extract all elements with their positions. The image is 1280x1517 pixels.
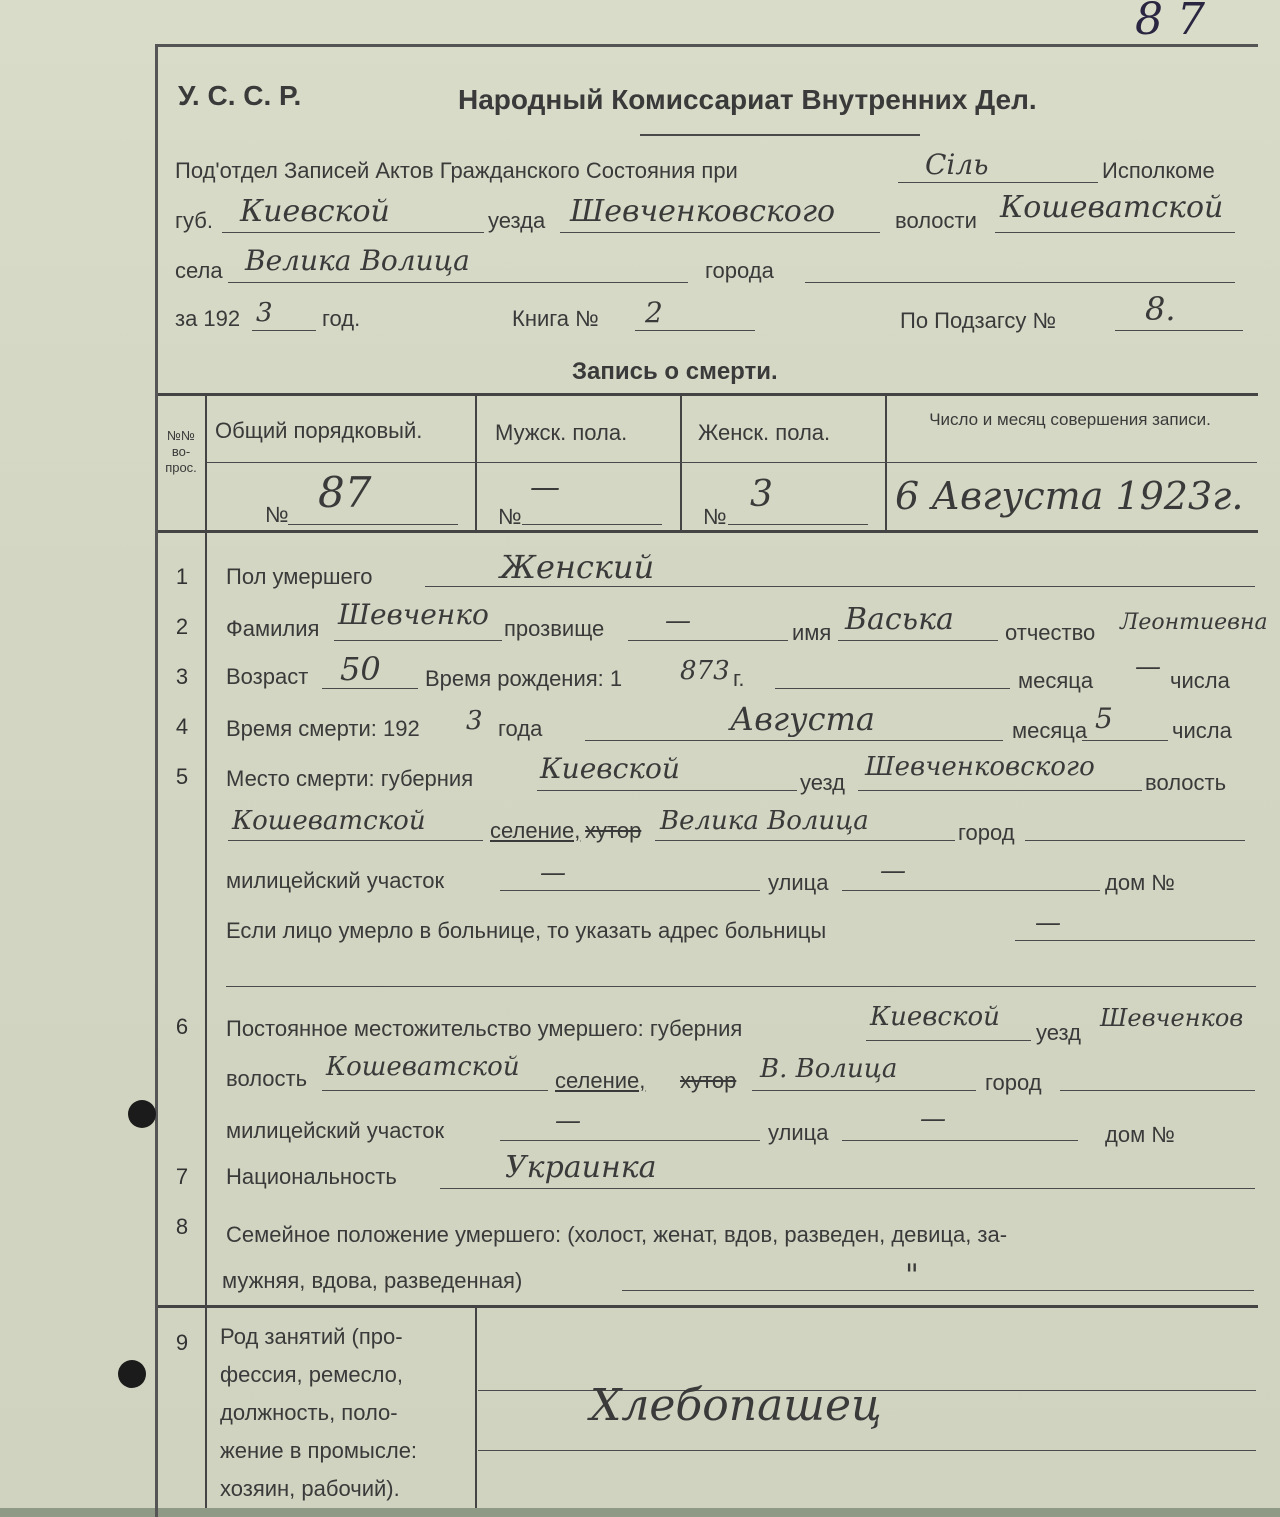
residence-khutor-label: хутор xyxy=(680,1068,737,1093)
death-place-khutor-label: хутор xyxy=(585,818,642,843)
year-prefix: за 192 xyxy=(175,306,241,331)
col-question-header: №№ во-прос. xyxy=(165,428,197,475)
death-place-volost-label: волость xyxy=(1145,770,1227,795)
record-title: Запись о смерти. xyxy=(572,358,778,385)
volost-value: Кошеватской xyxy=(1000,190,1224,225)
death-month-value: Августа xyxy=(730,700,875,738)
republic-label: У. С. С. Р. xyxy=(178,80,302,111)
residence-militia-value: — xyxy=(555,1106,581,1136)
marital-value: " xyxy=(905,1258,919,1293)
surname-value: Шевченко xyxy=(338,598,489,631)
death-place-gorod-label: город xyxy=(958,820,1015,845)
general-number-value: 87 xyxy=(318,468,372,517)
death-place-street-value: — xyxy=(880,856,906,886)
nickname-value: — xyxy=(665,606,691,636)
question-column-divider xyxy=(205,395,207,1508)
patronymic-value: Леонтиевна xyxy=(1120,610,1268,635)
death-place-selenie-value: Велика Волица xyxy=(660,806,869,836)
col-date-header: Число и месяц совершения записи. xyxy=(929,410,1211,429)
header-divider xyxy=(640,134,920,136)
birth-month-value: — xyxy=(1135,652,1161,682)
death-place-militia-label: милицейский участок xyxy=(226,868,445,893)
residence-selenie-label: селение, xyxy=(555,1068,646,1093)
sex-label: Пол умершего xyxy=(226,564,373,589)
selo-value: Велика Волица xyxy=(245,244,470,277)
council-value: Сіль xyxy=(925,148,989,181)
death-place-volost-value: Кошеватской xyxy=(232,806,426,836)
col-male-header: Мужск. пола. xyxy=(495,420,628,445)
q5-number: 5 xyxy=(175,764,189,789)
male-number-value: — xyxy=(530,470,560,505)
subdept-label: Под'отдел Записей Актов Гражданского Состояния при xyxy=(175,158,738,183)
occupation-label-line: должность, поло- xyxy=(220,1400,398,1425)
col-general-header: Общий порядковый. xyxy=(215,418,423,443)
q4-number: 4 xyxy=(175,714,189,739)
residence-gub-value: Киевской xyxy=(870,1002,1000,1032)
q8-number: 8 xyxy=(175,1214,189,1239)
kniga-label: Книга № xyxy=(512,306,599,331)
residence-house-label: дом № xyxy=(1105,1122,1175,1147)
death-place-uezd-value: Шевченковского xyxy=(865,752,1095,782)
death-day-value: 5 xyxy=(1095,702,1113,735)
death-place-uezd-label: уезд xyxy=(800,770,845,795)
kniga-value: 2 xyxy=(645,296,663,329)
q9-number: 9 xyxy=(175,1330,189,1355)
q7-number: 7 xyxy=(175,1164,189,1189)
residence-gorod-label: город xyxy=(985,1070,1042,1095)
q2-number: 2 xyxy=(175,614,189,639)
binder-hole-bottom xyxy=(118,1360,146,1388)
residence-militia-label: милицейский участок xyxy=(226,1118,445,1143)
q1-number: 1 xyxy=(175,564,189,589)
patronymic-label: отчество xyxy=(1005,620,1096,645)
death-place-house-label: дом № xyxy=(1105,870,1175,895)
death-time-label: Время смерти: 192 xyxy=(226,716,420,741)
occupation-label-line: хозяин, рабочий). xyxy=(220,1476,400,1501)
occupation-label-line: фессия, ремесло, xyxy=(220,1362,404,1387)
name-value: Васька xyxy=(845,602,954,637)
sex-value: Женский xyxy=(500,548,655,586)
podzag-value: 8. xyxy=(1145,290,1176,328)
death-month-label: месяца xyxy=(1012,718,1088,743)
occupation-value: Хлебопашец xyxy=(590,1380,882,1431)
occupation-label-line: жение в промысле: xyxy=(220,1438,418,1463)
female-no-label: № xyxy=(703,504,727,529)
residence-selenie-value: В. Волица xyxy=(760,1054,898,1084)
hospital-label: Если лицо умерло в больнице, то указать адрес больницы xyxy=(226,918,827,943)
death-day-label: числа xyxy=(1172,718,1232,743)
occupation-label-line: Род занятий (про- xyxy=(220,1324,403,1349)
gub-label: губ. xyxy=(175,208,213,233)
commissariat-title: Народный Комиссариат Внутренних Дел. xyxy=(458,84,1037,115)
birth-label: Время рождения: 1 xyxy=(425,666,623,691)
surname-label: Фамилия xyxy=(226,616,320,641)
volost-label: волости xyxy=(895,208,977,233)
nationality-label: Национальность xyxy=(226,1164,397,1189)
death-year-label: года xyxy=(498,716,543,741)
marital-label-line2: мужняя, вдова, разведенная) xyxy=(222,1268,523,1293)
q3-number: 3 xyxy=(175,664,189,689)
death-place-gub-label: Место смерти: губерния xyxy=(226,766,474,791)
birth-month-label: месяца xyxy=(1018,668,1094,693)
age-label: Возраст xyxy=(226,664,309,689)
ispolkom-label: Исполкоме xyxy=(1102,158,1215,183)
col-female-header: Женск. пола. xyxy=(698,420,831,445)
selo-label: села xyxy=(175,258,223,283)
male-no-label: № xyxy=(498,504,522,529)
nationality-value: Украинка xyxy=(505,1150,657,1185)
marital-label-line1: Семейное положение умершего: (холост, женат, вдов, разведен, девица, за- xyxy=(226,1222,1008,1247)
q6-number: 6 xyxy=(175,1014,189,1039)
general-no-label: № xyxy=(265,502,289,527)
name-label: имя xyxy=(792,620,832,645)
death-place-militia-value: — xyxy=(540,858,566,888)
death-place-selenie-label: селение, xyxy=(490,818,581,843)
residence-volost-label: волость xyxy=(226,1066,308,1091)
gorod-label: города xyxy=(705,258,774,283)
residence-volost-value: Кошеватской xyxy=(326,1052,520,1082)
record-date-value: 6 Августа 1923г. xyxy=(895,474,1244,518)
hospital-value: — xyxy=(1035,908,1061,938)
residence-gub-label: Постоянное местожительство умершего: губерния xyxy=(226,1016,743,1041)
residence-uezd-label: уезд xyxy=(1036,1020,1081,1045)
birth-g-label: г. xyxy=(733,666,745,691)
archive-page-number: 8 7 xyxy=(1135,0,1205,45)
residence-street-label: улица xyxy=(768,1120,829,1145)
occupation-label xyxy=(220,1318,470,1508)
death-place-gub-value: Киевской xyxy=(540,752,680,785)
uezd-label: уезда xyxy=(488,208,546,233)
year-digit: 3 xyxy=(256,298,273,328)
uezd-value: Шевченковского xyxy=(570,194,836,229)
female-number-value: 3 xyxy=(750,474,773,515)
podzag-label: По Подзагсу № xyxy=(900,308,1057,333)
birth-value: 873 xyxy=(680,656,730,686)
age-value: 50 xyxy=(340,650,381,688)
binder-hole-top xyxy=(128,1100,156,1128)
residence-uezd-value: Шевченков xyxy=(1100,1004,1244,1032)
birth-day-label: числа xyxy=(1170,668,1230,693)
death-year-value: 3 xyxy=(466,706,483,736)
residence-street-value: — xyxy=(920,1104,946,1134)
nickname-label: прозвище xyxy=(504,616,605,641)
god-label: год. xyxy=(322,306,361,331)
gub-value: Киевской xyxy=(240,194,390,229)
death-place-street-label: улица xyxy=(768,870,829,895)
